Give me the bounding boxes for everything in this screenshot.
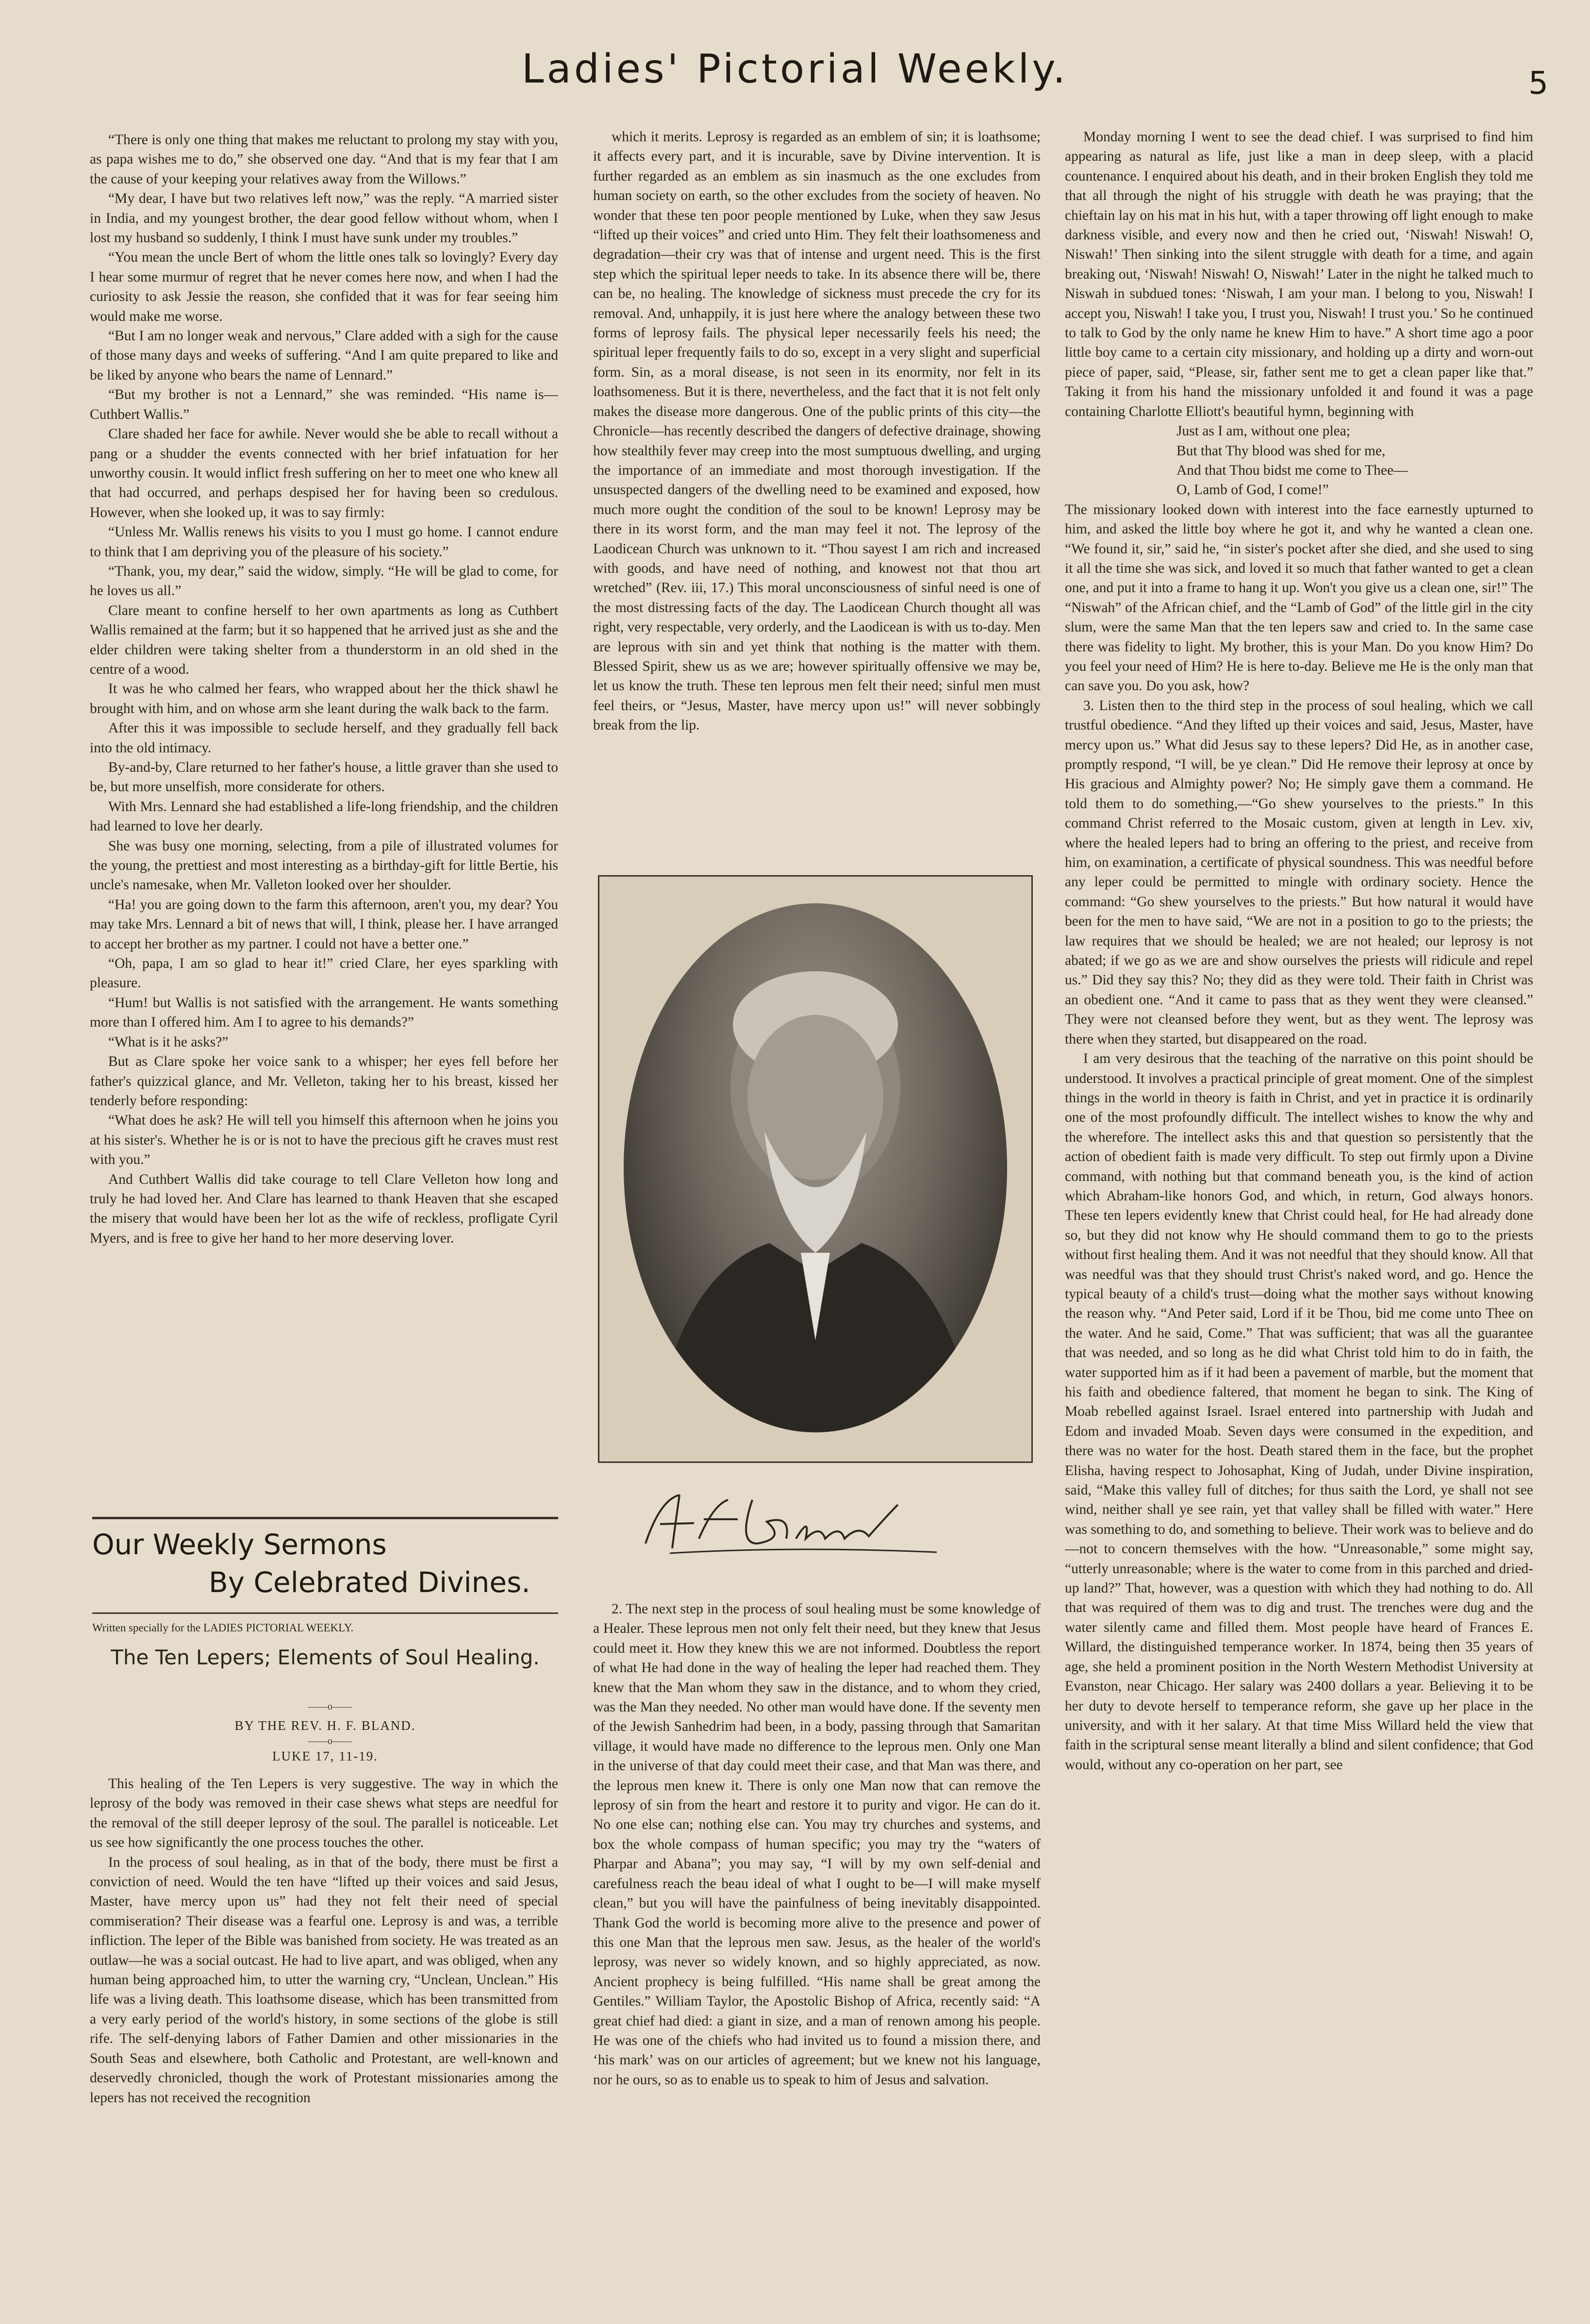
sermon-section-heading [92, 1526, 558, 1601]
sermon-column-left [90, 1774, 558, 2201]
paragraph: “What does he ask? He will tell you himself this afternoon when he joins you at his sister's. Whether he is or is not to have the precious gift he craves must rest with you.” [90, 1112, 558, 1168]
ornament-divider: ——o—— [308, 1736, 352, 1746]
sermon-column-right [1065, 127, 1533, 2202]
paragraph: The missionary looked down with interest into the face earnestly upturned to him, and asked the little boy where he got it, and why he wanted a clean one. “We found it, sir,” said he, “in sister's pocket after she died, and she used to sing it all the time she was sick, and loved it so much that father wanted to get a clean one, and put it into a frame to hang it up. Won't you give us a clean one, sir!” The “Niswah” of the African chief, and the “Lamb of God” of the little girl in the city slum, were the same Man that the ten lepers saw and cried to. In the same case there was fidelity to light. My brother, this is your Man. Do you know Him? Do you feel your need of Him? He is here to-day. Believe me He is the only man that can save you. Do you ask, how? [1065, 501, 1533, 694]
ornament-divider: ——o—— [308, 1701, 352, 1712]
scripture-reference: LUKE 17, 11-19. [272, 1749, 378, 1763]
paragraph: In the process of soul healing, as in that of the body, there must be first a conviction of need. Would the ten have “lifted up their voices and said Jesus, Master, have mercy upon us” had they not felt their need of special commiseration? Their disease was a fearful one. Leprosy is and was, a terrible infliction. The leper of the Bible was banished from society. He was treated as an outlaw—he was a social outcast. He had to live apart, and was obliged, when any human being approached him, to utter the warning cry, “Unclean, Unclean.” His life was a living death. This loathsome disease, which has been transmitted from a very early period of the world's history, in some sections of the globe is still rife. The self-denying labors of Father Damien and other missionaries in the South Seas and elsewhere, both Catholic and Protestant, are well-known and deservedly chronicled, though the work of Protestant missionaries among the lepers has not received the recognition [90, 1854, 558, 2106]
portrait-figure [624, 903, 1007, 1432]
paragraph: I am very desirous that the teaching of the narrative on this point should be understood. It involves a practical principle of great moment. One of the simplest things in the world in theory is faith in Christ, and yet in practice it is ordinarily one of the most profoundly difficult. The intellect wishes to know the why and the wherefore. The intellect asks this and that question so persistently that the action of obedient faith is made very difficult. To step out firmly upon a Divine command, with nothing but that command beneath you, is the kind of action which Abraham-like honors God, and which, in return, God always honors. These ten lepers evidently knew that Christ could heal, for He had already done so, but they did not know why He should command them to go to the priests without first healing them. And it was not needful that they should know. All that was needful was that they should trust Christ's naked word, and go. Hence the typical beauty of a child's trust—doing what the mother says without knowing the reason why. “And Peter said, Lord if it be Thou, bid me come unto Thee on the water. And he said, Come.” That was sufficient; that was all the guarantee that was needed, and so long as he did what Christ told him to do in faith, the water supported him as if it had been a pavement of marble, but the moment that his faith and obedience faltered, that moment he began to sink. The King of Moab rebelled against Israel. Israel entered into partnership with Judah and Edom and invaded Moab. Seven days were consumed in the expedition, and there was no water for the host. Death stared them in the face, but the prophet Elisha, having respect to Johosaphat, King of Judah, under Divine inspiration, said, “Make this valley full of ditches; for thus saith the Lord, ye shall not see wind, neither shall ye see rain, yet that valley shall be filled with water.” Here was something to do, and something to believe. Their work was to believe and do—not to concern themselves with the how. “Unreasonable,” some might say, “utterly unreasonable; where is the water to come from in this parched and dried-up land?” That, however, was a question with which they had nothing to do. All that was required of them was to dig and trust. The trenches were dug and the water silently came and filled them. Most people have heard of Frances E. Willard, the distinguished temperance worker. In 1874, being then 35 years of age, she held a prominent position in the North Western Methodist University at Evanston, near Chicago. Her salary was 2400 dollars a year. Believing it to be her duty to devote herself to temperance reform, she gave up her place in the university, and with it her salary. At that time Miss Willard held the view that faith in the scriptural sense meant literally a blind and silent confidence; that God would, without any co-operation on her part, see [1065, 1051, 1533, 1773]
paragraph: Monday morning I went to see the dead chief. I was surprised to find him appearing as natural as life, just like a man in deep sleep, with a placid countenance. I enquired about his death, and in their broken English they told me that all through the night of his struggle with death he was praying; that the chieftain lay on his mat in his hut, with a taper throwing off light enough to make darkness visible, and every now and then he cried out, ‘Niswah! Niswah! O, Niswah!’ Then sinking into the silent struggle with death for a time, and again breaking out, ‘Niswah! Niswah! O, Niswah!’ Later in the night he talked much to Niswah in subdued tones: ‘Niswah, I am your man. I belong to you, Niswah! I accept you, Niswah! I take you, I trust you, Niswah! I trust you.’ So he continued to talk to God by the only name he knew Him to have.” A short time ago a poor little boy came to a certain city missionary, and holding up a dirty and worn-out piece of paper, said, “Please, sir, father sent me to get a clean paper like that.” Taking it from his hand the missionary unfolded it and found it was a page containing Charlotte Elliott's beautiful hymn, beginning with [1065, 129, 1533, 419]
paragraph: which it merits. Leprosy is regarded as an emblem of sin; it is loathsome; it affects every part, and it is incurable, save by Divine intervention. It is further regarded as an emblem as sin inasmuch as the one excludes from human society on earth, so the other excludes from the society of heaven. No wonder that these ten poor people mentioned by Luke, when they saw Jesus “lifted up their voices” and cried unto Him. They felt their loathsomeness and degradation—their cry was that of intense and urgent need. This is the first step which the spiritual leper needs to take. In its absence there will be, there can be, no healing. The knowledge of sickness must precede the cry for its removal. And, unhappily, it is just here where the analogy between these two forms of leprosy fails. The physical leper necessarily feels his need; the spiritual leper frequently fails to do so, except in a very slight and superficial form. Sin, as a moral disease, is not seen in its enormity, nor felt in its loathsomeness. But it is there, nevertheless, and the fact that it is not felt only makes the disease more dangerous. One of the public prints of this city—the Chronicle—has recently described the dangers of defective drainage, showing how stealthily fever may creep into the most sumptuous dwelling, and urging the importance of an immediate and most thorough investigation. If the unsuspected dangers of the dwelling need to be examined and exposed, how much more ought the condition of the soul to be known! Leprosy may be there in its worst form, and the man may feel it not. The leprosy of the Laodicean Church was unknown to it. “Thou sayest I am rich and increased with goods, and have need of nothing, and knowest not that thou art wretched” (Rev. iii, 17.) This moral unconsciousness of sinful need is one of the most distressing facts of the day. The Laodicean Church thought all was right, very respectable, very orderly, and the Laodicean is with us to-day. Men are leprous with sin and yet think that nothing is the matter with them. Blessed Spirit, shew us as we are; however spiritually offensive we may be, let us know the truth. These ten leprous men felt their need; sinful men must feel theirs, or “Jesus, Master, have mercy upon us!” will never sobbingly break from the lip. [593, 129, 1041, 733]
paragraph: “You mean the uncle Bert of whom the little ones talk so lovingly? Every day I hear some murmur of regret that he never comes here now, and when I had the curiosity to ask Jessie the reason, she confided that it was for fear seeing him would make me worse. [90, 249, 558, 324]
sermon-column-middle-bottom [593, 1599, 1041, 2201]
page-number: 5 [1528, 66, 1548, 101]
heading-underline [92, 1612, 558, 1614]
paragraph: “But I am no longer weak and nervous,” Clare added with a sigh for the cause of those many days and weeks of suffering. “And I am quite prepared to like and be liked by anyone who bears the name of Lennard.” [90, 328, 558, 383]
paragraph: It was he who calmed her fears, who wrapped about her the thick shawl he brought with him, and on whose arm she leant during the walk back to the farm. [90, 681, 558, 716]
paragraph: “My dear, I have but two relatives left now,” was the reply. “A married sister in India, and my youngest brother, the dear good fellow without whom, when I lost my husband so suddenly, I think I must have sunk under my troubles.” [90, 191, 558, 246]
paragraph: By-and-by, Clare returned to her father's house, a little graver than she used to be, but more unselfish, more considerate for others. [90, 760, 558, 795]
hymn-line: O, Lamb of God, I come!” [1176, 482, 1329, 498]
portrait-engraving [598, 875, 1033, 1463]
hymn-line: Just as I am, without one plea; [1176, 423, 1351, 439]
paragraph: Clare meant to confine herself to her own apartments as long as Cuthbert Wallis remained at the farm; but it so happened that he arrived just as she and the elder children were taking shelter from a thunderstorm in an old shed in the centre of a wood. [90, 602, 558, 677]
sermon-column-middle-top [593, 127, 1041, 860]
sermon-title: The Ten Lepers; Elements of Soul Healing. [111, 1645, 540, 1669]
paragraph: “There is only one thing that makes me reluctant to prolong my stay with you, as papa wishes me to do,” she observed one day. “And that is my fear that I am the cause of your keeping your relatives away from the Willows.” [90, 132, 558, 187]
paragraph: “Thank, you, my dear,” said the widow, simply. “He will be glad to come, for he loves us all.” [90, 563, 558, 599]
hymn-line: But that Thy blood was shed for me, [1176, 443, 1386, 459]
paragraph: “Ha! you are going down to the farm this afternoon, aren't you, my dear? You may take Mrs. Lennard a bit of news that will, I think, please her. I have arranged to accept her brother as my partner. I could not have a better one.” [90, 896, 558, 952]
paragraph: “Hum! but Wallis is not satisfied with the arrangement. He wants something more than I offered him. Am I to agree to his demands?” [90, 995, 558, 1030]
hymn-line: And that Thou bidst me come to Thee— [1176, 462, 1408, 478]
paragraph: After this it was impossible to seclude herself, and they gradually fell back into the old intimacy. [90, 720, 558, 756]
story-column [90, 130, 558, 1499]
written-for-note: Written specially for the LADIES PICTORIAL WEEKLY. [92, 1622, 354, 1634]
paragraph: And Cuthbert Wallis did take courage to tell Clare Velleton how long and truly he had loved her. And Clare has learned to thank Heaven that she escaped the misery that would have been her lot as the wife of reckless, profligate Cyril Myers, and is free to give her hand to her more deserving lover. [90, 1171, 558, 1246]
paragraph: This healing of the Ten Lepers is very suggestive. The way in which the leprosy of the body was removed in their case shews what steps are needful for the removal of the still deeper leprosy of the soul. The parallel is noticeable. Let us see how significantly the one process touches the other. [90, 1776, 558, 1851]
paragraph: 2. The next step in the process of soul healing must be some knowledge of a Healer. These leprous men not only felt their need, but they knew that Jesus could meet it. How they knew this we are not informed. Doubtless the report of what He had done in the way of healing the leper had reached them. They knew that the Man whom they saw in the distance, and to whom they cried, was the Man they needed. No other man would have done. If the seventy men of the Jewish Sanhedrim had been, in a body, passing through that Samaritan village, it would have made no difference to the leprous men. Only one Man in the universe of that day could meet their case, and that Man was there, and the leprous men knew it. There is only one Man now that can remove the leprosy of sin from the heart and restore it to purity and vigor. He can do it. No one else can; nothing else can. You may try churches and systems, and box the whole compass of human specific; you may try the “waters of Pharpar and Abana”; you may say, “I will by my own self-denial and carefulness reach the beau ideal of what I ought to be—I will make myself clean,” but you will have the painfulness of being inevitably disappointed. Thank God the world is becoming more alive to the presence and power of this one Man that the leprous men saw. Jesus, as the healer of the world's leprosy, was never so widely known, and so highly appreciated, as now. Ancient prophecy is being fulfilled. “His name shall be great among the Gentiles.” William Taylor, the Apostolic Bishop of Africa, recently said: “A great chief had died: a giant in size, and a man of renown among his people. He was one of the chiefs who had invited us to found a mission there, and ‘his mark’ was on our articles of agreement; but we knew not his language, nor he ours, so as to enable us to speak to him of Jesus and salvation. [593, 1601, 1041, 2088]
paragraph: “What is it he asks?” [108, 1034, 229, 1050]
paragraph: “But my brother is not a Lennard,” she was reminded. “His name is—Cuthbert Wallis.” [90, 387, 558, 422]
paragraph: Clare shaded her face for awhile. Never would she be able to recall without a pang or a shudder the events connected with her brief infatuation for her unworthy cousin. It would inflict fresh suffering on her to meet one who knew all that had occurred, and perhaps despised her for having been so credulous. However, when she looked up, it was to say firmly: [90, 426, 558, 520]
paragraph: 3. Listen then to the third step in the process of soul healing, which we call trustful obedience. “And they lifted up their voices and said, Jesus, Master, have mercy upon us.” What did Jesus say to these lepers? Did He, as in another case, promptly respond, “I will, be ye clean.” Did He remove their leprosy at once by His gracious and Almighty power? No; He simply gave them a command. He told them to do something,—“Go shew yourselves to the priests.” In this command Christ referred to the Mosaic custom, given at length in Lev. xiv, where the healed lepers had to bring an offering to the priest, and receive from him, on examination, a certificate of physical soundness. This was needful before any leper could be permitted to mingle with ordinary society. Hence the command: “Go shew yourselves to the priests.” But how natural it would have been for the men to have said, “We are not in a position to go to the priests; the law requires that we should be healed; we are not healed; our leprosy is not abated; if we go as we are and show ourselves the priests will ridicule and repel us.” Did they say this? No; they did as they were told. Their faith in Christ was an obedient one. “And it came to pass that as they went they were cleansed.” They were not cleansed before they went, but as they went. The leprosy was there when they started, but disappeared on the road. [1065, 697, 1533, 1047]
signature-image [626, 1485, 966, 1558]
paragraph: “Oh, papa, I am so glad to hear it!” cried Clare, her eyes sparkling with pleasure. [90, 956, 558, 991]
portrait-oval [624, 903, 1007, 1432]
sermon-heading-line2: By Celebrated Divines. [209, 1566, 530, 1599]
paragraph: She was busy one morning, selecting, from a pile of illustrated volumes for the young, the prettiest and most interesting as a birthday-gift for little Bertie, his uncle's namesake, when Mr. Valleton looked over her shoulder. [90, 838, 558, 893]
paragraph: With Mrs. Lennard she had established a life-long friendship, and the children had learned to love her dearly. [90, 798, 558, 834]
page-title: Ladies' Pictorial Weekly. [521, 46, 1069, 92]
paragraph: But as Clare spoke her voice sank to a whisper; her eyes fell before her father's quizzical glance, and Mr. Velleton, taking her to his breast, kissed her tenderly before responding: [90, 1054, 558, 1109]
sermon-heading-line1: Our Weekly Sermons [92, 1528, 387, 1561]
section-divider [92, 1517, 558, 1519]
sermon-author: BY THE REV. H. F. BLAND. [234, 1718, 416, 1733]
paragraph: “Unless Mr. Wallis renews his visits to you I must go home. I cannot endure to think that I am depriving you of the pleasure of his society.” [90, 524, 558, 560]
